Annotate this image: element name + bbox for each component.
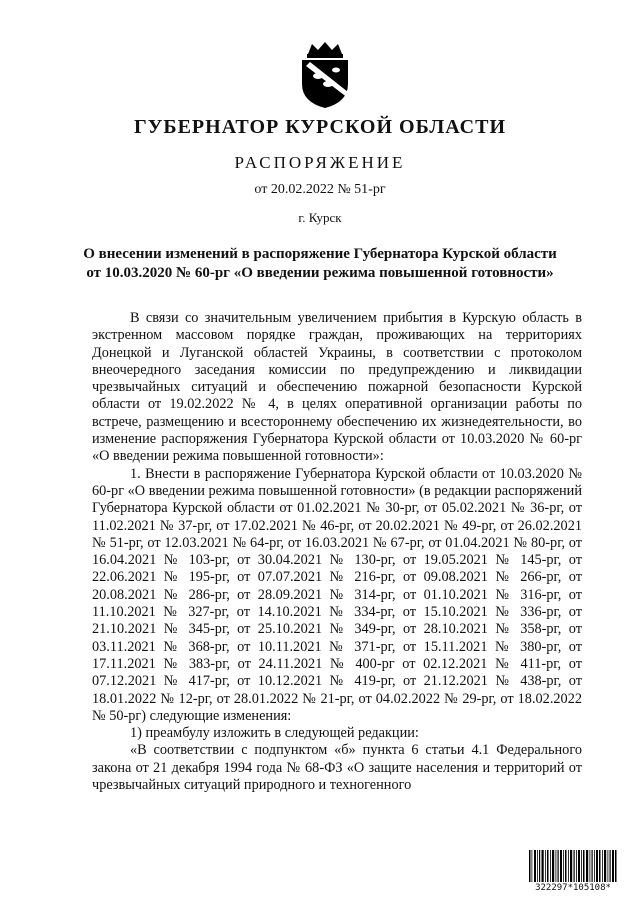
- document-type: РАСПОРЯЖЕНИЕ: [234, 153, 406, 172]
- governor-title: ГУБЕРНАТОР КУРСКОЙ ОБЛАСТИ: [133, 116, 507, 138]
- document-city: г. Курск: [298, 210, 342, 225]
- item-1-1-paragraph: 1) преамбулу изложить в следующей редакции:: [130, 725, 419, 742]
- barcode-bars: [528, 850, 618, 882]
- subject-line-2: от 10.03.2020 № 60-рг «О введении режима повышенной готовности»: [86, 265, 554, 281]
- document-barcode: [528, 850, 618, 894]
- subject-line-1: О внесении изменений в распоряжение Губернатора Курской области: [83, 246, 557, 262]
- document-subject: [0, 245, 640, 283]
- item-1-paragraph: 1. Внести в распоряжение Губернатора Курской области от 10.03.2020 № 60-рг «О введении режима повышенной готовности» (в редакции распоряжений Губернатора Курской области от 01.02.2021 № 30-рг, от 05.02.2021 № 36-рг, от 11.02.2021 № 37-рг, от 17.02.2021 № 46-рг, от 20.02.2021 № 49-рг, от 26.02.2021 № 51-рг, от 12.03.2021 № 64-рг, от 16.03.2021 № 67-рг, от 01.04.2021 № 80-рг, от 16.04.2021 № 103-рг, от 30.04.2021 № 130-рг, от 19.05.2021 № 145-рг, от 22.06.2021 № 195-рг, от 07.07.2021 № 216-рг, от 09.08.2021 № 266-рг, от 20.08.2021 № 286-рг, от 28.09.2021 № 314-рг, от 01.10.2021 № 316-рг, от 11.10.2021 № 327-рг, от 14.10.2021 № 334-рг, от 15.10.2021 № 336-рг, от 21.10.2021 № 345-рг, от 25.10.2021 № 349-рг, от 28.10.2021 № 358-рг, от 03.11.2021 № 368-рг, от 10.11.2021 № 371-рг, от 15.11.2021 № 380-рг, от 17.11.2021 № 383-рг, от 24.11.2021 № 400-рг от 02.12.2021 № 411-рг, от 07.12.2021 № 417-рг, от 10.12.2021 № 419-рг, от 21.12.2021 № 438-рг, от 18.01.2022 № 12-рг, от 28.01.2022 № 21-рг, от 04.02.2022 № 29-рг, от 18.02.2022 № 50-рг) следующие изменения:: [92, 465, 582, 724]
- document-body: [92, 310, 582, 794]
- barcode-number: 322297*105108*: [535, 883, 611, 893]
- document-date-number: от 20.02.2022 № 51-рг: [254, 182, 386, 197]
- kursk-coat-of-arms-icon: [296, 40, 354, 110]
- preamble-paragraph: В связи со значительным увеличением прибытия в Курскую область в экстренном массовом порядке граждан, проживающих на территориях Донецкой и Луганской областей Украины, в соответствии с протоколом внеочередного заседания комиссии по предупреждению и ликвидации чрезвычайных ситуаций и обеспечению пожарной безопасности Курской области от 19.02.2022 № 4, в целях оперативной организации работы по встрече, размещению и всестороннему обеспечению их жизнедеятельности, во изменение распоряжения Губернатора Курской области от 10.03.2020 № 60-рг «О введении режима повышенной готовности»:: [92, 310, 582, 465]
- quoted-preamble-paragraph: «В соответствии с подпунктом «б» пункта 6 статьи 4.1 Федерального закона от 21 декабря 1994 года № 68-ФЗ «О защите населения и территорий от чрезвычайных ситуаций природного и техногенного: [92, 742, 582, 794]
